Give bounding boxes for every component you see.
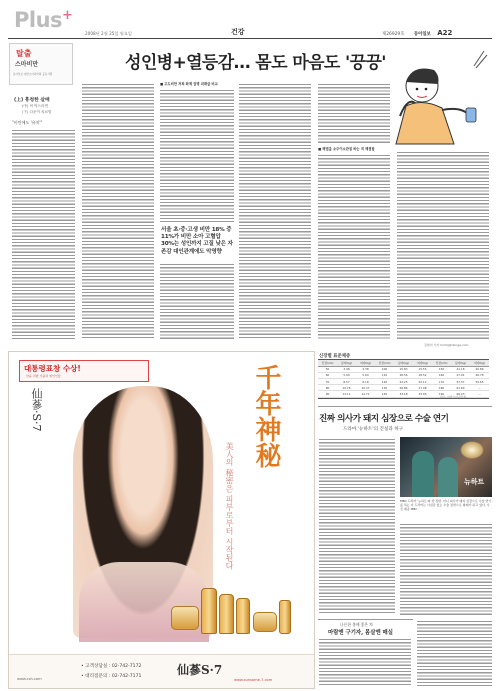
advert-phone-1: • 고객상담실 : 02-742-7172 <box>81 664 142 669</box>
logo-text: Plus <box>14 8 63 32</box>
sidebar-heading-3: (下) 다운이 치료법 <box>22 110 52 114</box>
table-cell: 8.57 <box>343 379 350 384</box>
cartoon-phone <box>466 108 476 122</box>
advert-url-right: www.sunsame-7.com <box>234 678 273 682</box>
advert-brand-mark <box>29 388 61 508</box>
table-cell: 140 <box>381 391 388 396</box>
badge-line2: 스마비만 <box>15 61 39 68</box>
header-rule <box>8 38 492 39</box>
table-cell: 80 <box>325 385 330 390</box>
paper-name: 동아일보 <box>413 32 431 37</box>
advert-brand: 仙蔘·S·7 <box>30 388 43 432</box>
table-header-cell: 남자(kg) <box>394 360 413 367</box>
table-cell: 110 <box>381 373 388 378</box>
article2-subtitle: 드라마 '뉴하트'의 진실과 허구 <box>343 427 404 432</box>
table-source: 자료: 대한소아과학회 <box>440 395 467 399</box>
sidebar-quote: "비만에도 '유치'" <box>12 120 43 125</box>
table-cell: 190 <box>438 391 445 396</box>
header-section: 건강 <box>231 28 245 36</box>
product-jar-large <box>171 606 199 630</box>
article3-rule <box>318 619 413 620</box>
surgeon-figure-2 <box>438 457 458 497</box>
main-title: 성인병+열등감… 몸도 마음도 '끙끙' <box>125 53 386 73</box>
table-cell: 55.65 <box>475 379 484 384</box>
table-header-cell: 여자(kg) <box>356 360 375 367</box>
table-cell: -- <box>478 385 481 390</box>
article3-title-2: 마람엔 구기자, 몸살엔 매실 <box>328 630 393 636</box>
table-header-cell: 신장(cm) <box>318 360 337 367</box>
cartoon-hair <box>406 69 439 85</box>
page-number: A22 <box>437 29 453 37</box>
table-cell: 180 <box>438 385 445 390</box>
table-title: 신장별 표준체중 <box>319 354 351 359</box>
advert-url-left: www.csh.com <box>17 677 42 681</box>
photo-label: 뉴하트 <box>464 478 485 486</box>
main-col3-text <box>239 82 311 340</box>
table-header-cell: 여자(kg) <box>470 360 489 367</box>
table-cell: 13.11 <box>342 391 351 396</box>
main-col2-text-b <box>160 262 234 340</box>
header-logo <box>14 8 72 32</box>
table-cell: 10.37 <box>361 385 370 390</box>
header-right <box>382 29 452 37</box>
table-cell: 26.86 <box>399 385 408 390</box>
table-cell: 3.38 <box>362 367 369 372</box>
series-badge <box>9 43 73 85</box>
advert <box>8 351 315 689</box>
product-bottle-2 <box>219 594 234 634</box>
table-cell: 15.55 <box>418 367 427 372</box>
badge-sub: 동아일보·대한소아과학회 공동기획 <box>13 73 53 76</box>
article3-col2-text <box>417 619 492 687</box>
advert-products <box>169 588 309 650</box>
table-cell: 61.80 <box>456 385 465 390</box>
cartoon-illustration <box>392 46 492 146</box>
article2-col1-text <box>319 437 395 615</box>
table-cell: 100 <box>381 367 388 372</box>
advert-banner-small: 한을 처방 기품과 명인인물 <box>26 374 61 378</box>
header-date: 2008년 2월 25일 월요일 <box>85 31 132 36</box>
product-tube <box>279 600 291 634</box>
table-header-cell: 남자(kg) <box>337 360 356 367</box>
article3-title-1: 나른한 봄에 좋은 차 <box>340 622 373 627</box>
advert-phone-2: • 대리점문의 : 02-742-7171 <box>81 674 142 679</box>
article2-photo <box>400 437 492 497</box>
product-bottle-3 <box>236 598 250 634</box>
article3-col1-text <box>319 637 411 687</box>
product-jar-small <box>253 612 277 632</box>
sidebar-heading-1: (上) 흥청한 살배 <box>14 98 50 103</box>
table-cell: 22.12 <box>418 379 427 384</box>
table-cell: 10.76 <box>342 385 351 390</box>
sidebar-heading-2: (中) 씨 먹으라면 <box>22 104 49 108</box>
table-cell: 22.25 <box>399 379 408 384</box>
table-cell: 50 <box>325 367 330 372</box>
surgery-light <box>460 441 484 459</box>
table-cell: 33.05 <box>418 391 427 396</box>
table-cell: 40.86 <box>475 367 484 372</box>
advert-footer <box>9 654 314 689</box>
badge-line1: 탈출 <box>16 49 32 58</box>
table-cell: 60 <box>325 373 330 378</box>
table-cell: 33.18 <box>399 391 408 396</box>
table-header-cell: 여자(kg) <box>413 360 432 367</box>
advert-banner <box>19 360 149 382</box>
plus-sign-icon: + <box>62 8 73 23</box>
table-cell: 41.18 <box>456 367 465 372</box>
table-cell: 8.18 <box>362 379 369 384</box>
cartoon-fork <box>474 51 487 68</box>
table-cell: 130 <box>381 385 388 390</box>
table-cell: 150 <box>438 367 445 372</box>
main-subhead1: ■ 고도비만 저희 화제 질병 외래급 비교 <box>160 82 218 86</box>
table-cell: 5.64 <box>362 373 369 378</box>
table-cell: 57.37 <box>456 379 465 384</box>
main-col4-text-b <box>318 153 390 340</box>
table-cell: 15.83 <box>399 367 408 372</box>
article2-caption: MBC 드라마 '뉴하트'의 한 장면. 미니 의사가 돼지 심장으로 수술 연기를 하는 이 드라마는 사실감 있는 수술 장면으로 화제가 되고 있다. 사진 제공 MBC <box>400 499 492 511</box>
pull-quote: 서울 초·중·고생 비만 18% 중 11%가 비만 소아 고혈압 30%는 성인까지 고질 낮은 자존감 대인관계에도 악영향 <box>161 227 233 255</box>
table-cell: 170 <box>438 379 445 384</box>
table-cell: 46.78 <box>475 373 484 378</box>
article2-col2-text <box>400 522 492 615</box>
product-bottle-1 <box>201 588 217 634</box>
standard-weight-table <box>318 359 489 399</box>
table-cell: 66.23 <box>456 391 465 396</box>
table-header-cell: 신장(cm) <box>375 360 394 367</box>
table-cell: 90 <box>325 391 330 396</box>
table-cell: 5.90 <box>343 373 350 378</box>
table-cell: 18.52 <box>418 373 427 378</box>
table-cell: -- <box>478 391 481 396</box>
table-header-cell: 남자(kg) <box>451 360 470 367</box>
article-byline: 김현지 기자 kimhj@donga.com <box>424 343 469 347</box>
table-header-row <box>318 360 489 367</box>
table-body <box>318 367 489 398</box>
table-header-cell: 신장(cm) <box>432 360 451 367</box>
table-cell: 70 <box>325 379 330 384</box>
advert-brand-bottom: 仙蔘S·7 <box>177 663 223 677</box>
table-cell: 120 <box>381 379 388 384</box>
table-cell: 27.08 <box>418 385 427 390</box>
table-cell: 47.91 <box>456 373 465 378</box>
issue-number: 제26929호 <box>382 32 405 37</box>
sidebar-body-text <box>12 128 75 340</box>
advert-banner-text: 대통령표창 수상! <box>24 364 81 373</box>
main-subhead2: ■ 해열을 소주이소관점 바는 적 해결함 <box>318 147 375 151</box>
table-cell: 3.46 <box>343 367 350 372</box>
advert-title: 千年神秘 <box>251 364 281 468</box>
main-col1-text <box>82 82 154 340</box>
surgeon-figure-1 <box>412 451 434 497</box>
main-col5-text <box>397 150 489 340</box>
table-cell: 160 <box>438 373 445 378</box>
advert-slogan: 美人의 秘密은 피부로부터 시작된다 <box>225 442 234 570</box>
table-cell: 12.71 <box>361 391 370 396</box>
article2-title: 진짜 의사가 돼지 심장으로 수술 연기 <box>319 414 449 424</box>
main-col4-text-a <box>318 82 390 144</box>
main-col2-text-a <box>160 88 234 222</box>
article2-rule <box>318 406 492 407</box>
table-cell: 18.56 <box>399 373 408 378</box>
